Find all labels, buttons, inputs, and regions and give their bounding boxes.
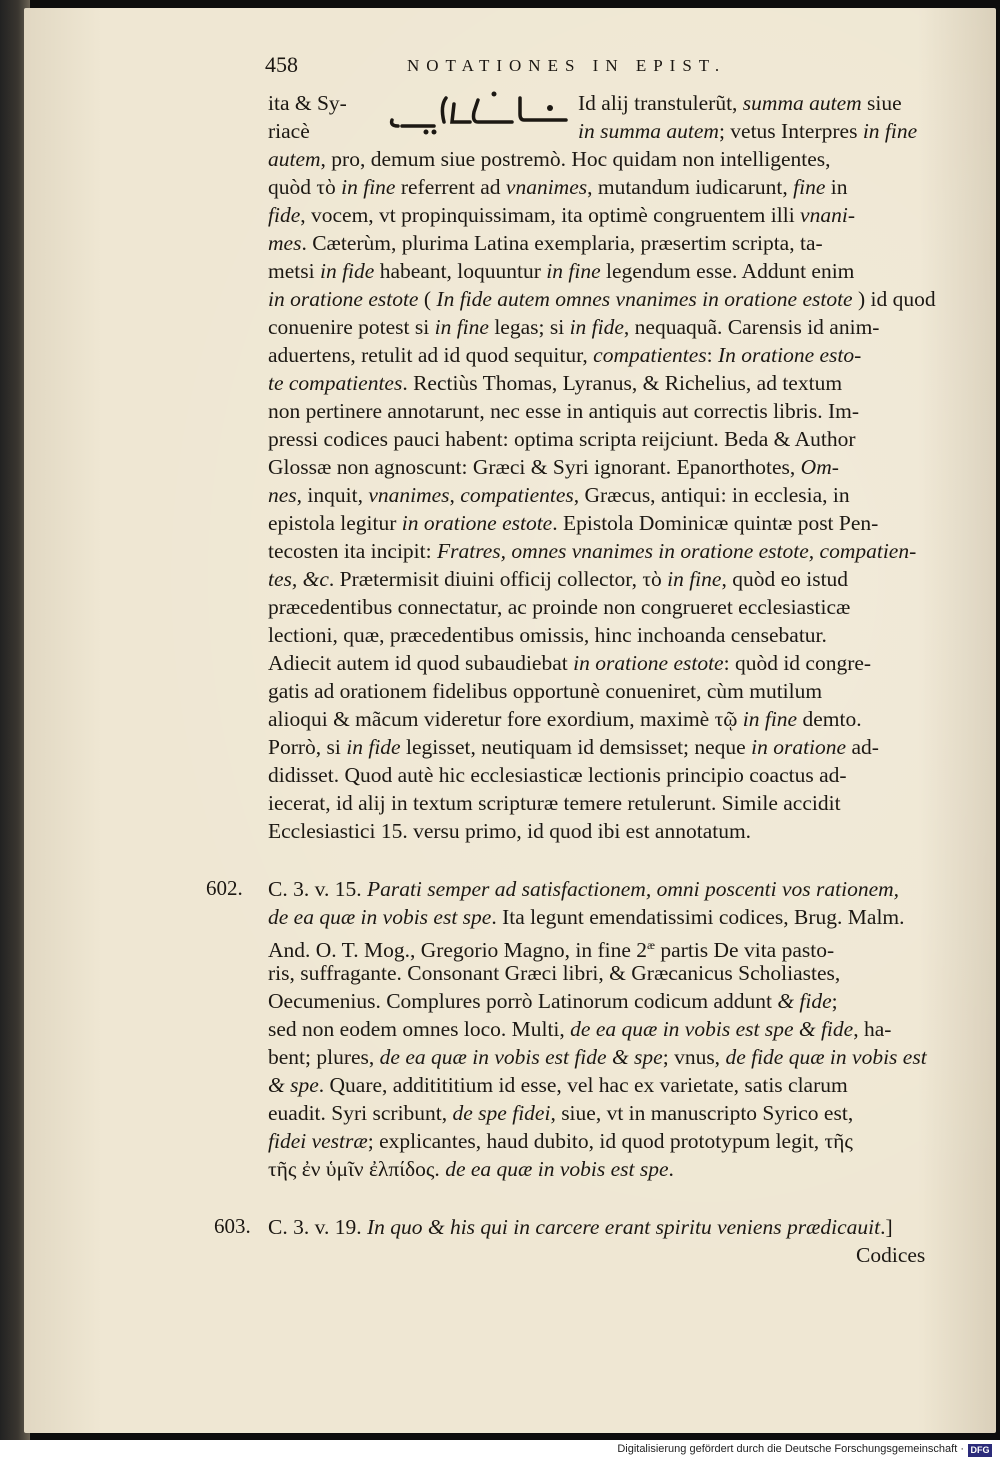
running-header — [265, 52, 795, 82]
text-line: non pertinere annotarunt, nec esse in antiquis aut correctis libris. Im- — [268, 399, 860, 423]
page-number: 458 — [265, 52, 298, 77]
text-line: de ea quæ in vobis est spe. Ita legunt emendatissimi codices, Brug. Malm. — [268, 905, 905, 929]
text-line: didisset. Quod autè hic ecclesiasticæ lectionis principio coactus ad- — [268, 763, 847, 787]
text-line: aduertens, retulit ad id quod sequitur, compatientes: In oratione esto- — [268, 343, 862, 367]
text-line: epistola legitur in oratione estote. Epistola Dominicæ quintæ post Pen- — [268, 511, 879, 535]
text-line: C. 3. v. 15. Parati semper ad satisfactionem, omni poscenti vos rationem, — [268, 877, 900, 901]
text-line: C. 3. v. 19. In quo & his qui in carcere erant spiritu veniens prædicauit.] — [268, 1215, 893, 1239]
text-line: præcedentibus connectatur, ac proinde non congrueret ecclesiasticæ — [268, 595, 851, 619]
text-line: fide, vocem, vt propinquissimam, ita optimè congruentem illi vnani- — [268, 203, 855, 227]
text-line: fidei vestræ; explicantes, haud dubito, id quod prototypum legit, τῆς — [268, 1129, 853, 1153]
margin-note-602: 602. — [206, 876, 243, 900]
syriac-script-image — [374, 86, 574, 136]
text-line: sed non eodem omnes loco. Multi, de ea quæ in vobis est spe & fide, ha- — [268, 1017, 892, 1041]
running-title: NOTATIONES IN EPIST. — [407, 56, 727, 75]
text-line: alioqui & mãcum videretur fore exordium, maximè τῷ in fine demto. — [268, 707, 862, 731]
footer-bar — [0, 1440, 1000, 1462]
text-line: metsi in fide habeant, loquuntur in fine legendum esse. Addunt enim — [268, 259, 855, 283]
margin-note-603: 603. — [214, 1214, 251, 1238]
text-line: te compatientes. Rectiùs Thomas, Lyranus, & Richelius, ad textum — [268, 371, 843, 395]
text-line: nes, inquit, vnanimes, compatientes, Græcus, antiqui: in ecclesia, in — [268, 483, 850, 507]
text-line: iecerat, id alij in textum scripturæ temere retulerunt. Simile accidit — [268, 791, 841, 815]
text-line: Oecumenius. Complures porrò Latinorum codicum addunt & fide; — [268, 989, 838, 1013]
text-line: tecosten ita incipit: Fratres, omnes vnanimes in oratione estote, compatien- — [268, 539, 917, 563]
text-line: Adiecit autem id quod subaudiebat in oratione estote: quòd id congre- — [268, 651, 872, 675]
text-line: ris, suffragante. Consonant Græci libri, & Græcanicus Scholiastes, — [268, 961, 841, 985]
text-line: ita & Sy- — [268, 91, 347, 115]
text-line: in oratione estote ( In fide autem omnes vnanimes in oratione estote ) id quod — [268, 287, 936, 311]
text-line: autem, pro, demum siue postremò. Hoc quidam non intelligentes, — [268, 147, 831, 171]
text-line: Id alij transtulerũt, summa autem siue — [578, 91, 902, 115]
text-line: gatis ad orationem fidelibus opportunè conueniret, cùm mutilum — [268, 679, 823, 703]
text-line: Glossæ non agnoscunt: Græci & Syri ignorant. Epanorthotes, Om- — [268, 455, 839, 479]
text-line: And. O. T. Mog., Gregorio Magno, in fine $2^æ$ partis De vita pasto- — [268, 938, 835, 963]
text-line: lectioni, quæ, præcedentibus omissis, hinc inchoanda censebatur. — [268, 623, 827, 647]
text-line: Codices — [856, 1243, 926, 1267]
text-line: conuenire potest si in fine legas; si in fide, nequaquã. Carensis id anim- — [268, 315, 880, 339]
text-line: tes, &c. Prætermisit diuini officij collector, τὸ in fine, quòd eo istud — [268, 567, 849, 591]
text-line: & spe. Quare, additititium id esse, vel hac ex varietate, satis clarum — [268, 1073, 848, 1097]
text-line: riacè — [268, 119, 310, 143]
text-line: Porrò, si in fide legisset, neutiquam id demsisset; neque in oratione ad- — [268, 735, 879, 759]
text-line: pressi codices pauci habent: optima scripta reijciunt. Beda & Author — [268, 427, 856, 451]
text-line: mes. Cæterùm, plurima Latina exemplaria, præsertim scripta, ta- — [268, 231, 823, 255]
text-line: Ecclesiastici 15. versu primo, id quod ibi est annotatum. — [268, 819, 752, 843]
text-line: in summa autem; vetus Interpres in fine — [578, 119, 918, 143]
text-line: quòd τὸ in fine referrent ad vnanimes, mutandum iudicarunt, fine in — [268, 175, 848, 199]
footer-credit: Digitalisierung gefördert durch die Deutsche Forschungsgemeinschaft · — [617, 1443, 964, 1455]
dfg-logo: DFG — [968, 1444, 992, 1457]
text-line: τῆς ἐν ὑμῖν ἐλπίδος. de ea quæ in vobis est spe. — [268, 1157, 674, 1181]
text-line: bent; plures, de ea quæ in vobis est fide & spe; vnus, de fide quæ in vobis est — [268, 1045, 927, 1069]
text-line: euadit. Syri scribunt, de spe fidei, siue, vt in manuscripto Syrico est, — [268, 1101, 854, 1125]
